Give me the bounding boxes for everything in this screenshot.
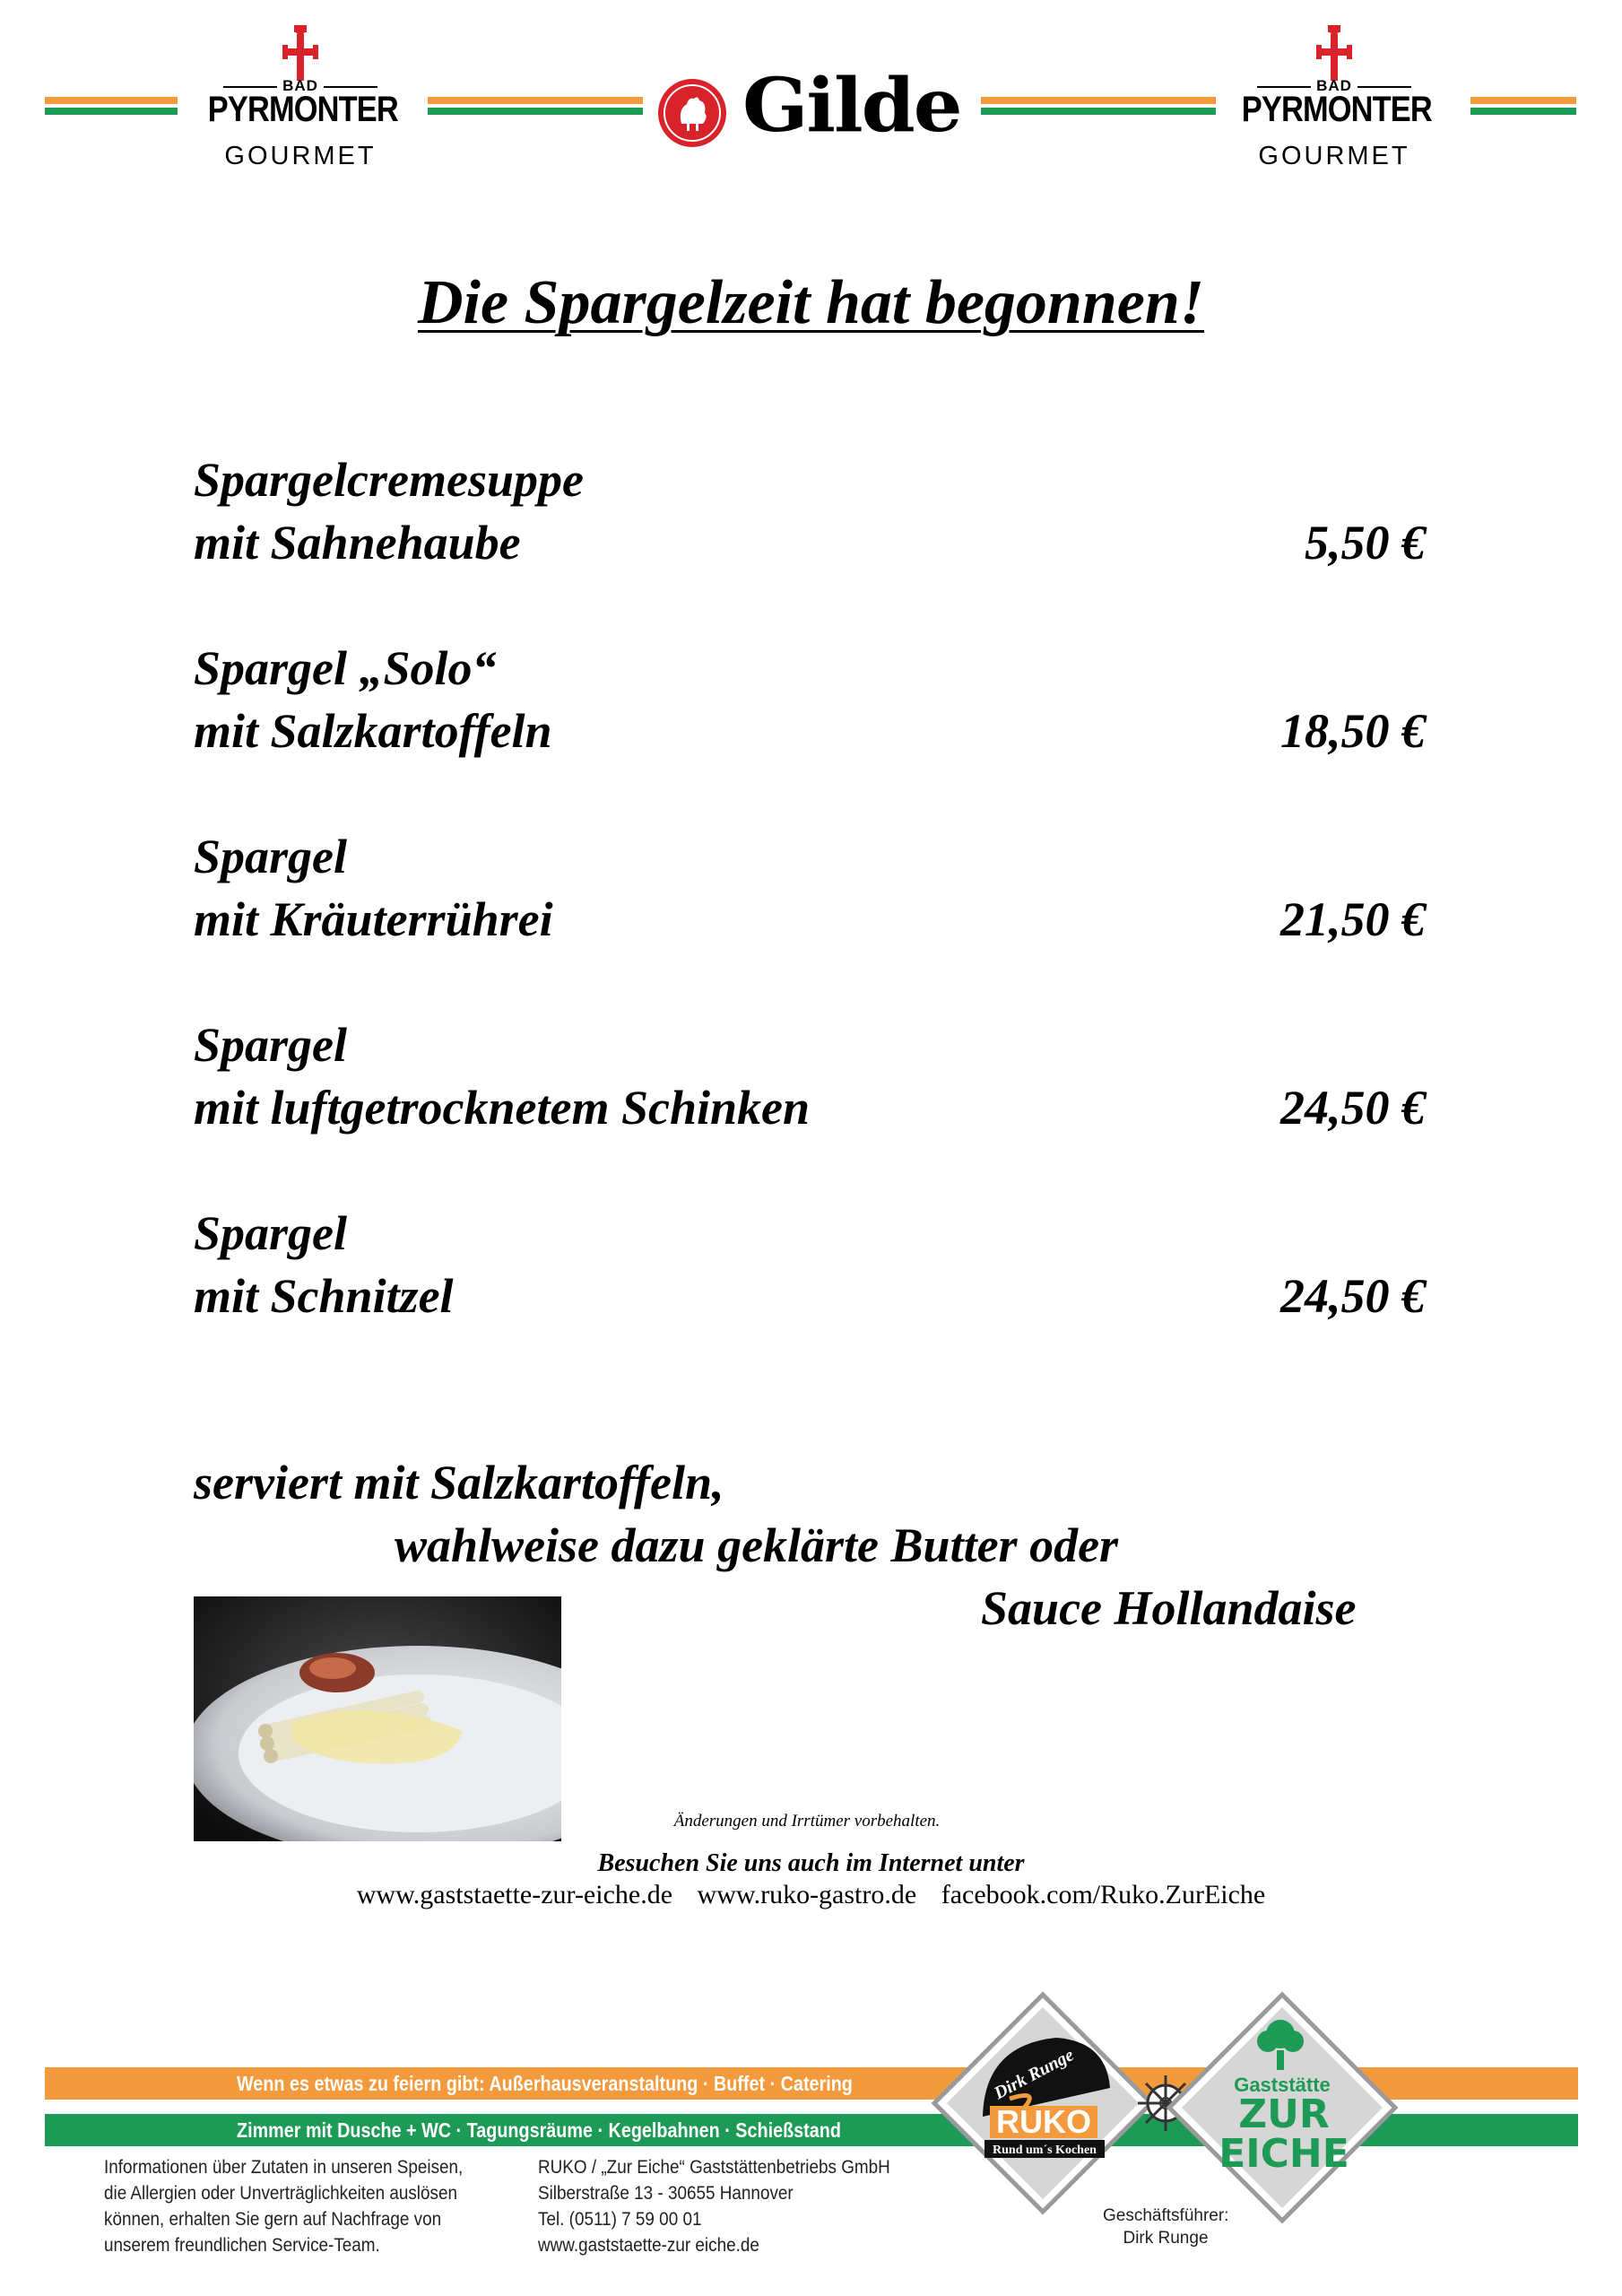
dish-side: mit Salzkartoffeln: [194, 704, 552, 758]
pyrmonter-bad-text: BAD: [193, 77, 408, 95]
dish-name: Spargel: [194, 1206, 348, 1260]
dish-price: 24,50 €: [1280, 1081, 1426, 1135]
menu-list: [194, 448, 1426, 1390]
dish-price: 5,50 €: [1305, 516, 1426, 570]
asparagus-photo: [194, 1596, 561, 1841]
dish-price: 18,50 €: [1280, 704, 1426, 758]
eiche-top-text: Gaststätte: [1234, 2074, 1331, 2096]
ruko-name-text: RUKO: [996, 2103, 1091, 2140]
pyrmonter-gourmet-text: GOURMET: [224, 142, 377, 170]
menu-item: [194, 1202, 1426, 1390]
website-link-eiche[interactable]: www.gaststaette-zur-eiche.de: [356, 1880, 673, 1909]
facebook-link[interactable]: facebook.com/Ruko.ZurEiche: [941, 1880, 1266, 1909]
header-stripe-2: [428, 97, 643, 118]
crown-cross-icon: [1316, 25, 1352, 81]
zur-eiche-logo: [1166, 1991, 1399, 2224]
menu-item: [194, 1013, 1426, 1202]
crown-cross-icon: [282, 25, 318, 81]
ruko-logo: [931, 1991, 1155, 2215]
header-stripe-4: [1470, 97, 1576, 118]
dish-name: Spargelcremesuppe: [194, 453, 584, 507]
page-title: Die Spargelzeit hat begonnen!: [417, 268, 1205, 337]
disclaimer-text: Änderungen und Irrtümer vorbehalten.: [673, 1812, 941, 1831]
menu-item: [194, 637, 1426, 825]
pyrmonter-name-text: PYRMONTER: [207, 90, 398, 129]
menu-item: [194, 825, 1426, 1013]
header-stripe-1: [45, 97, 178, 118]
pyrmonter-logo-left: [193, 25, 408, 178]
managing-director-label: Geschäftsführer:: [1103, 2206, 1229, 2225]
visit-text: Besuchen Sie uns auch im Internet unter: [597, 1849, 1025, 1877]
company-address: [538, 2154, 929, 2258]
dish-price: 24,50 €: [1280, 1269, 1426, 1323]
pyrmonter-logo-right: [1227, 25, 1442, 178]
dish-name: Spargel „Solo“: [194, 641, 497, 695]
footer-bar-orange-text: Wenn es etwas zu feiern gibt: Außerhausveranstaltung · Buffet · Catering: [237, 2072, 853, 2095]
company-line: RUKO / „Zur Eiche“ Gaststättenbetriebs GmbH: [538, 2157, 890, 2178]
company-line: Tel. (0511) 7 59 00 01: [538, 2209, 702, 2230]
company-line[interactable]: www.gaststaette-zur eiche.de: [538, 2235, 759, 2256]
header-stripe-3: [981, 97, 1216, 118]
dish-name: Spargel: [194, 1018, 348, 1072]
pyrmonter-gourmet-text: GOURMET: [1258, 142, 1410, 170]
eiche-name1-text: ZUR: [1238, 2092, 1330, 2137]
gilde-wordmark: Gilde: [742, 63, 961, 149]
website-link-ruko[interactable]: www.ruko-gastro.de: [697, 1880, 917, 1909]
menu-item: [194, 448, 1426, 637]
allergy-info-line: können, erhalten Sie gern auf Nachfrage von: [104, 2209, 442, 2230]
allergy-info: [104, 2154, 503, 2258]
allergy-info-line: die Allergien oder Unverträglichkeiten auslösen: [104, 2183, 457, 2204]
managing-director-name: Dirk Runge: [1123, 2229, 1209, 2248]
pyrmonter-bad-text: BAD: [1227, 77, 1442, 95]
footer-bar-green-text: Zimmer mit Dusche + WC · Tagungsräume · Kegelbahnen · Schießstand: [237, 2118, 841, 2142]
eiche-name2-text: EICHE: [1219, 2131, 1349, 2177]
served-line-3: Sauce Hollandaise: [981, 1581, 1357, 1635]
website-links: [0, 1880, 1622, 1910]
dish-side: mit luftgetrocknetem Schinken: [194, 1081, 811, 1135]
dish-price: 21,50 €: [1280, 892, 1426, 946]
served-line-2: wahlweise dazu geklärte Butter oder: [395, 1518, 1119, 1572]
ruko-top-text: Dirk Runge: [991, 2045, 1078, 2104]
dish-name: Spargel: [194, 830, 348, 883]
served-line-1: serviert mit Salzkartoffeln,: [194, 1456, 724, 1509]
allergy-info-line: Informationen über Zutaten in unseren Speisen,: [104, 2157, 464, 2178]
dish-side: mit Kräuterrührei: [194, 892, 553, 946]
company-line: Silberstraße 13 - 30655 Hannover: [538, 2183, 794, 2204]
pyrmonter-name-text: PYRMONTER: [1241, 90, 1432, 129]
allergy-info-line: unserem freundlichen Service-Team.: [104, 2235, 380, 2256]
gilde-rooster-icon: [656, 77, 728, 149]
ruko-sub-text: Rund um´s Kochen: [993, 2144, 1097, 2157]
dish-side: mit Schnitzel: [194, 1269, 454, 1323]
dish-side: mit Sahnehaube: [194, 516, 521, 570]
